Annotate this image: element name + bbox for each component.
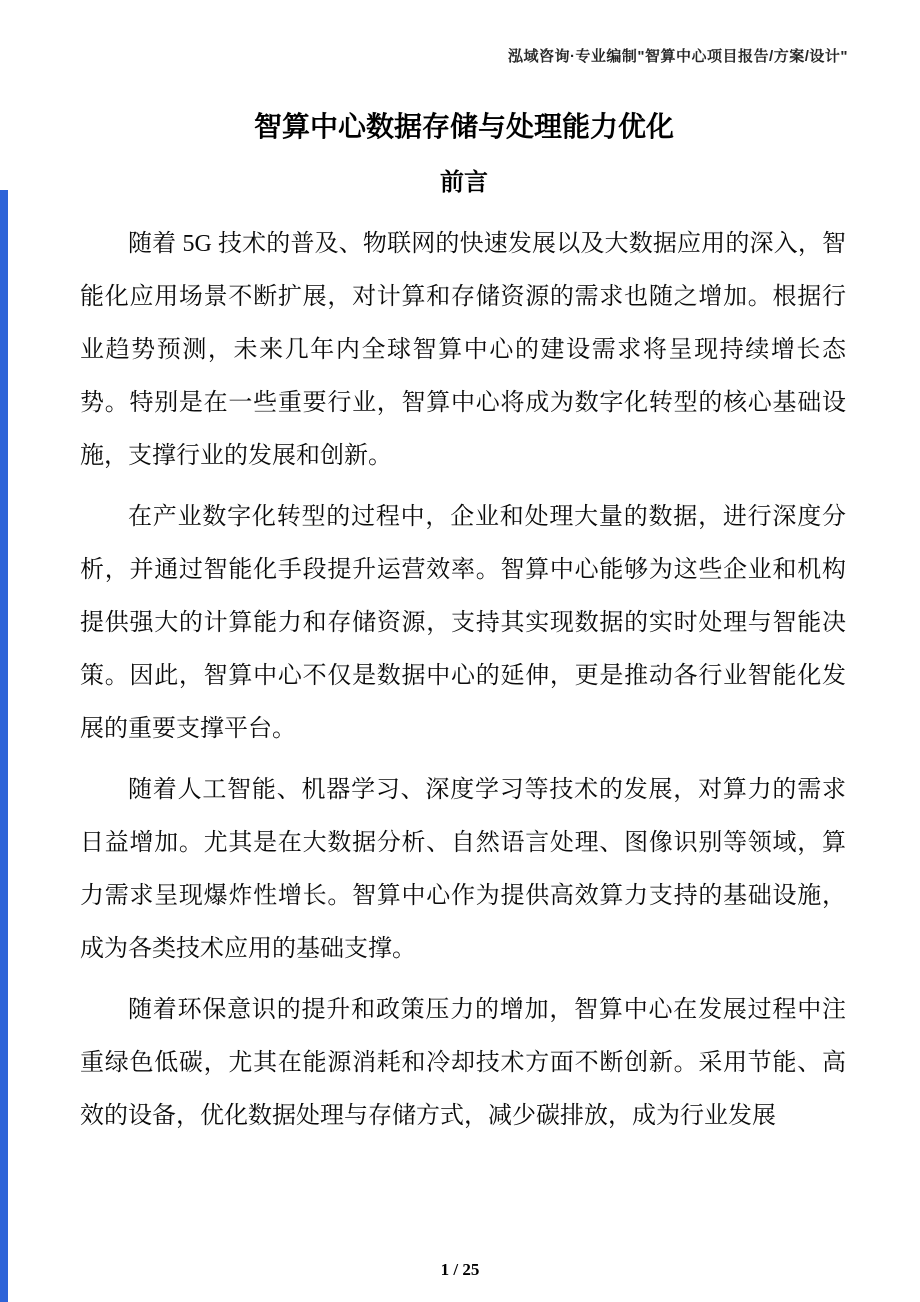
body-paragraph: 在产业数字化转型的过程中，企业和处理大量的数据，进行深度分析，并通过智能化手段提升运营效率。智算中心能够为这些企业和机构提供强大的计算能力和存储资源，支持其实现数据的实时处理与智能决策。因此，智算中心不仅是数据中心的延伸，更是推动各行业智能化发展的重要支撑平台。: [80, 504, 846, 742]
body-paragraph: 随着人工智能、机器学习、深度学习等技术的发展，对算力的需求日益增加。尤其是在大数据分析、自然语言处理、图像识别等领域，算力需求呈现爆炸性增长。智算中心作为提供高效算力支持的基础设施，成为各类技术应用的基础支撑。: [80, 777, 846, 962]
page-footer: [0, 1260, 920, 1280]
body-paragraph: 随着环保意识的提升和政策压力的增加，智算中心在发展过程中注重绿色低碳，尤其在能源消耗和冷却技术方面不断创新。采用节能、高效的设备，优化数据处理与存储方式，减少碳排放，成为行业发展: [80, 997, 846, 1129]
document-title: 智算中心数据存储与处理能力优化: [253, 111, 674, 142]
section-heading-foreword: 前言: [440, 169, 488, 196]
header-brand-text: 泓域咨询·专业编制"智算中心项目报告/方案/设计": [507, 48, 848, 65]
page-number: 1 / 25: [440, 1260, 480, 1279]
body-paragraph: 随着 5G 技术的普及、物联网的快速发展以及大数据应用的深入，智能化应用场景不断扩展，对计算和存储资源的需求也随之增加。根据行业趋势预测，未来几年内全球智算中心的建设需求将呈现持续增长态势。特别是在一些重要行业，智算中心将成为数字化转型的核心基础设施，支撑行业的发展和创新。: [80, 231, 846, 469]
document-body: [0, 200, 920, 1143]
page-header: [0, 0, 920, 68]
left-accent-bar: [0, 190, 8, 1302]
